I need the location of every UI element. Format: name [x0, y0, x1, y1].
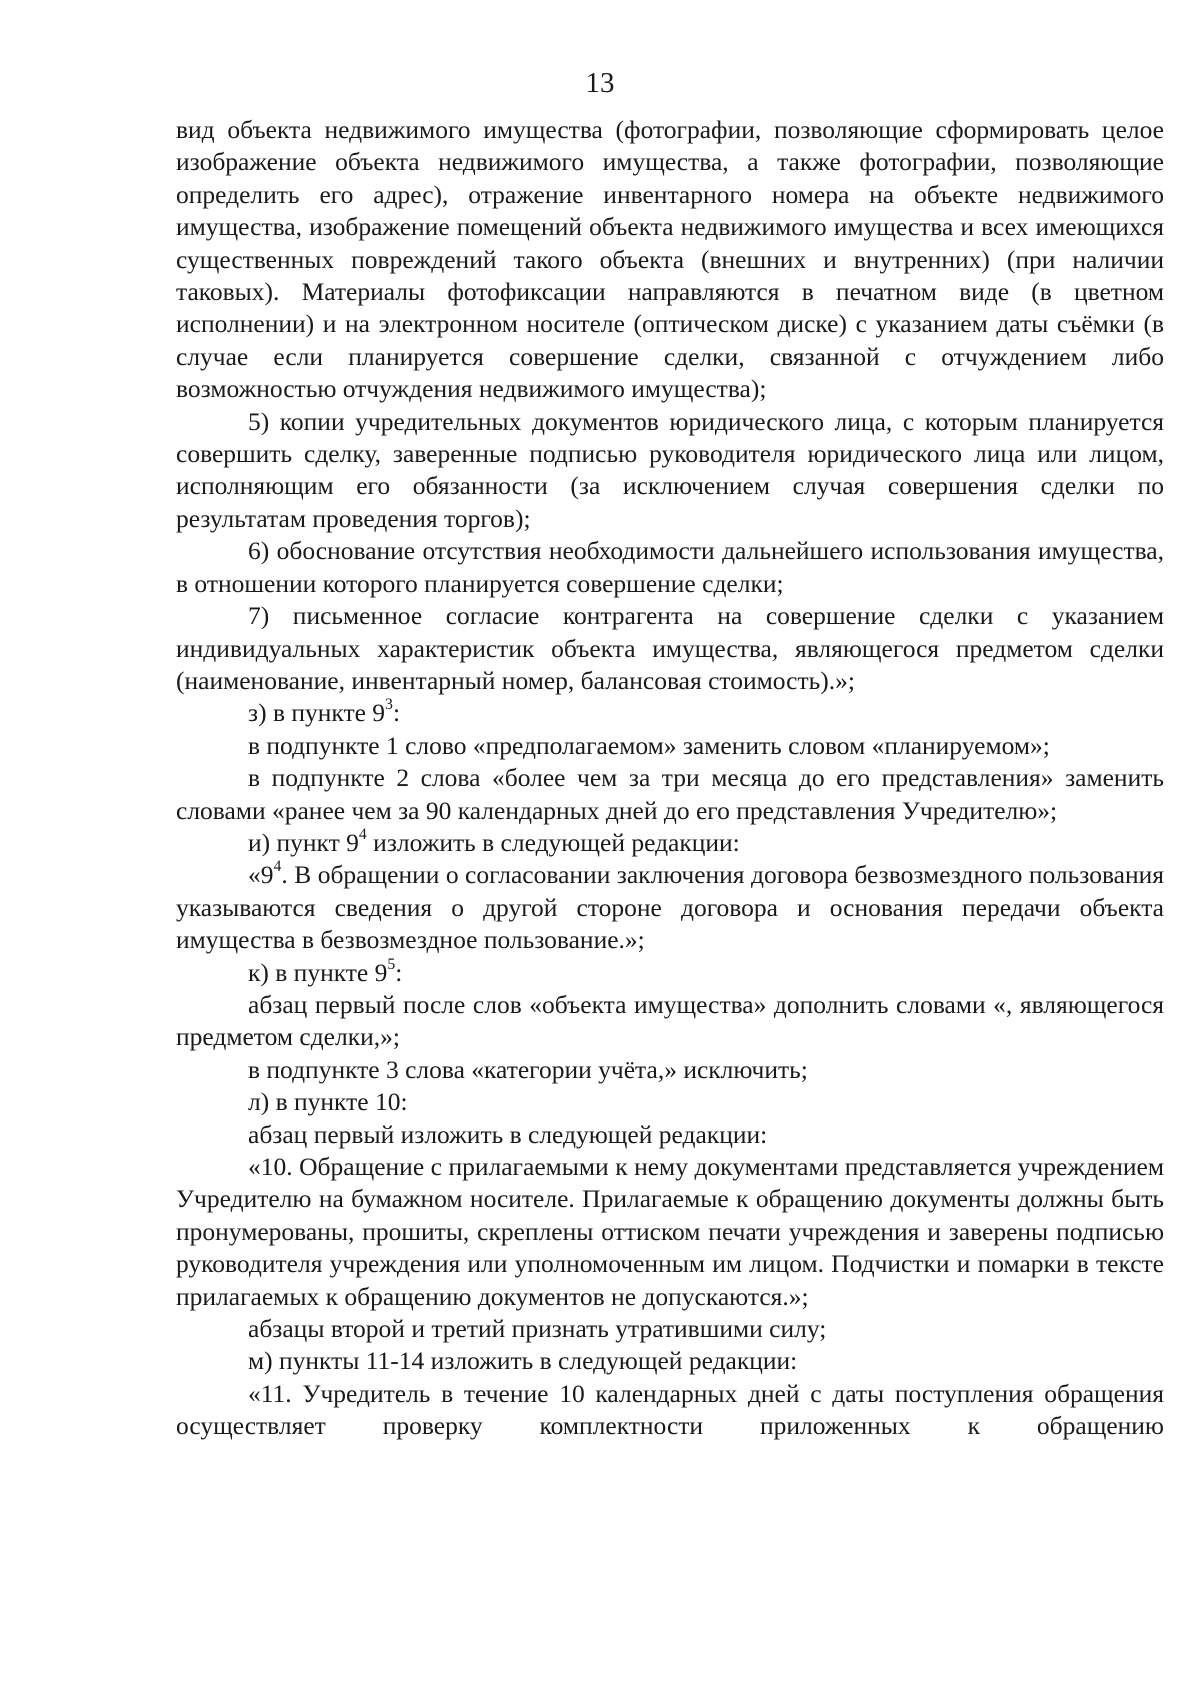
paragraph-m: м) пункты 11-14 изложить в следующей редакции:	[248, 1346, 798, 1376]
paragraph-k-abzac: абзац первый после слов «объекта имущества» дополнить словами «, являющегося предметом сделки,»;	[176, 989, 1164, 1052]
paragraph-item-6: 6) обоснование отсутствия необходимости дальнейшего использования имущества, в отношении которого планируется совершение сделки;	[176, 536, 1164, 598]
paragraph-i-text: и) пункт 9	[248, 827, 359, 857]
paragraph-11: «11. Учредитель в течение 10 календарных дней с даты поступления обращения осуществляет проверку комплектности приложенных к обращению	[176, 1378, 1164, 1441]
paragraph-z-text: з) в пункте 9	[248, 698, 386, 728]
document-body	[176, 114, 1164, 1443]
paragraph-subpoint-1: в подпункте 1 слово «предполагаемом» заменить словом «планируемом»;	[248, 730, 1050, 760]
paragraph-z	[176, 697, 1164, 729]
paragraph-item-5: 5) копии учредительных документов юридического лица, с которым планируется совершить сделку, заверенные подписью руководителя юридического лица или лицом, исполняющим его обязанности (за исключением случая совершения сделки по результатам проведения торгов);	[176, 406, 1164, 533]
paragraph-continuation: вид объекта недвижимого имущества (фотографии, позволяющие сформировать целое изображение объекта недвижимого имущества, а также фотографии, позволяющие определить его адрес), отражение инвентарного номера на объекте недвижимого имущества, изображение помещений объекта недвижимого имущества и всех имеющихся существенных повреждений такого объекта (внешних и внутренних) (при наличии таковых). Материалы фотофиксации направляются в печатном виде (в цветном исполнении) и на электронном носителе (оптическом диске) с указанием даты съёмки (в случае если планируется совершение сделки, связанной с отчуждением либо возможностью отчуждения недвижимого имущества);	[176, 115, 1164, 404]
paragraph-k-after: :	[395, 957, 403, 987]
paragraph-9-4	[176, 859, 1164, 956]
paragraph-l-repeal: абзацы второй и третий признать утратившими силу;	[248, 1314, 827, 1344]
paragraph-i-sup: 4	[358, 826, 367, 844]
paragraph-subpoint-2: в подпункте 2 слова «более чем за три месяца до его представления» заменить словами «ранее чем за 90 календарных дней до его представления Учредителю»;	[176, 763, 1164, 825]
paragraph-10: «10. Обращение с прилагаемыми к нему документами представляется учреждением Учредителю на бумажном носителе. Прилагаемые к обращению документы должны быть пронумерованы, прошиты, скреплены оттиском печати учреждения и заверены подписью руководителя учреждения или уполномоченным им лицом. Подчистки и помарки в тексте прилагаемых к обращению документов не допускаются.»;	[176, 1152, 1164, 1311]
paragraph-z-after: :	[392, 698, 401, 728]
paragraph-item-7: 7) письменное согласие контрагента на совершение сделки с указанием индивидуальных характеристик объекта имущества, являющегося предметом сделки (наименование, инвентарный номер, балансовая стоимость).»;	[176, 601, 1164, 695]
paragraph-i	[176, 827, 1164, 859]
paragraph-z-sup: 3	[385, 696, 393, 714]
paragraph-9-4-after: . В обращении о согласовании заключения договора безвозмездного пользования указываются сведения о другой стороне договора и основания передачи объекта имущества в безвозмездное пользование.»;	[176, 860, 1164, 955]
paragraph-k-sup: 5	[387, 955, 396, 973]
paragraph-9-4-sup: 4	[273, 858, 282, 876]
paragraph-k-subpoint-3: в подпункте 3 слова «категории учёта,» исключить;	[248, 1054, 808, 1084]
paragraph-l-abzac: абзац первый изложить в следующей редакции:	[248, 1119, 768, 1149]
paragraph-k-text: к) в пункте 9	[248, 957, 388, 987]
paragraph-9-4-text: «9	[248, 860, 274, 890]
paragraph-l: л) в пункте 10:	[248, 1087, 408, 1117]
paragraph-i-after: изложить в следующей редакции:	[366, 827, 740, 857]
paragraph-k	[176, 957, 1164, 989]
page-number: 13	[585, 67, 615, 99]
